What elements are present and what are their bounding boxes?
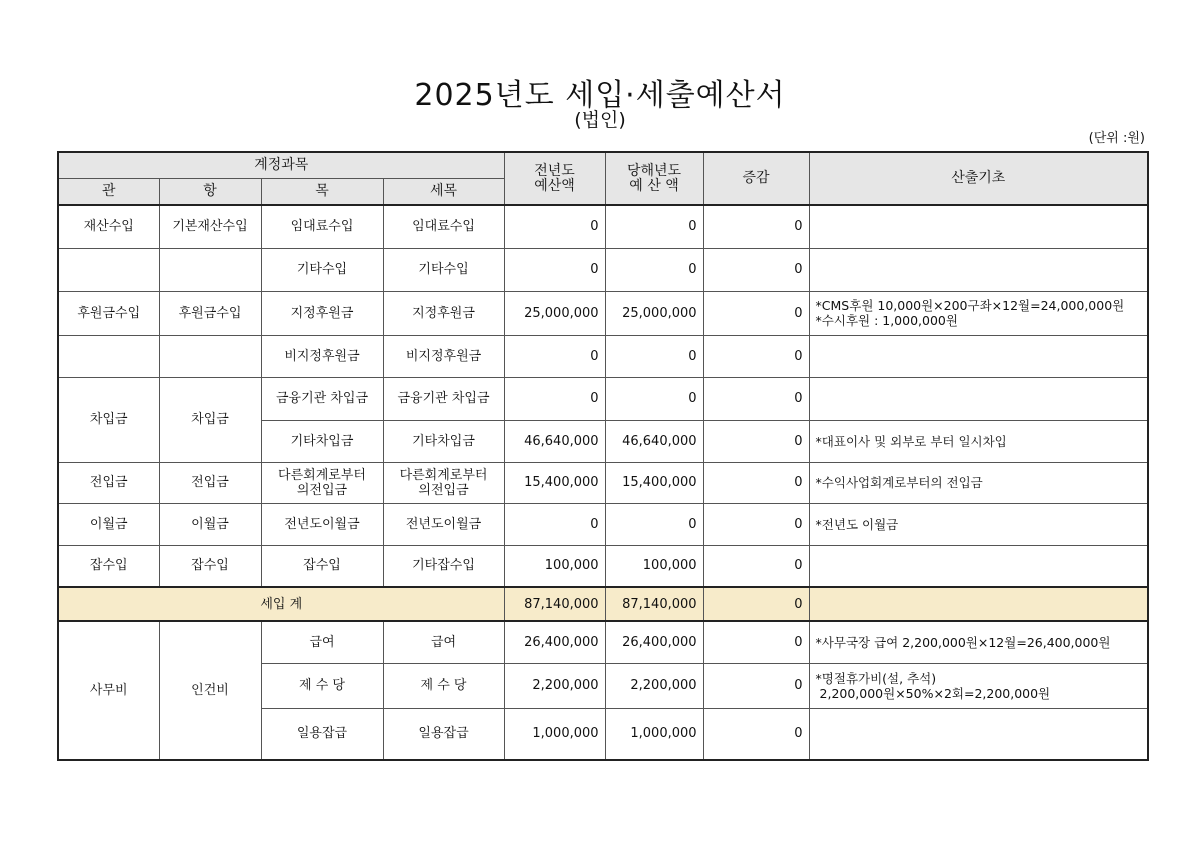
- cell-prev: 2,200,000: [504, 663, 605, 708]
- cell-hang: 이월금: [159, 503, 261, 545]
- cell-prev: 26,400,000: [504, 621, 605, 663]
- cell-diff: 0: [703, 545, 809, 587]
- table-row: [58, 291, 1148, 335]
- cell-prev: 0: [504, 377, 605, 420]
- mok-line: 의전입금: [296, 482, 348, 498]
- cell-prev: 1,000,000: [504, 708, 605, 760]
- table-row: [58, 503, 1148, 545]
- mok-line: 다른회계로부터: [278, 467, 366, 483]
- header-prev-budget: [504, 152, 605, 205]
- cell-prev: 25,000,000: [504, 291, 605, 335]
- cell-diff: 0: [703, 377, 809, 420]
- cell-curr: 15,400,000: [605, 462, 703, 503]
- cell-gwan: 재산수입: [58, 205, 159, 248]
- total-row: [58, 587, 1148, 621]
- cell-basis: *사무국장 급여 2,200,000원×12월=26,400,000원: [809, 621, 1148, 663]
- cell-diff: 0: [703, 621, 809, 663]
- header-hang: 항: [159, 179, 261, 206]
- header-semok: 세목: [383, 179, 504, 206]
- cell-curr: 0: [605, 377, 703, 420]
- cell-semok: 지정후원금: [383, 291, 504, 335]
- cell-gwan: [58, 248, 159, 291]
- cell-hang: 기본재산수입: [159, 205, 261, 248]
- cell-gwan: 사무비: [58, 621, 159, 760]
- header-diff: 증감: [703, 152, 809, 205]
- cell-prev: 15,400,000: [504, 462, 605, 503]
- total-curr: 87,140,000: [605, 587, 703, 621]
- cell-hang: [159, 335, 261, 377]
- cell-gwan: 전입금: [58, 462, 159, 503]
- cell-diff: 0: [703, 335, 809, 377]
- cell-semok: 일용잡급: [383, 708, 504, 760]
- header-prev-line2: 예산액: [534, 177, 575, 194]
- table-row: [58, 205, 1148, 248]
- cell-mok: 전년도이월금: [261, 503, 383, 545]
- cell-gwan: 이월금: [58, 503, 159, 545]
- cell-basis: [809, 545, 1148, 587]
- cell-curr: 2,200,000: [605, 663, 703, 708]
- cell-semok: 기타차입금: [383, 420, 504, 462]
- cell-semok: 기타수입: [383, 248, 504, 291]
- basis-line: *수시후원 : 1,000,000원: [815, 313, 958, 328]
- cell-diff: 0: [703, 420, 809, 462]
- cell-gwan: 차입금: [58, 377, 159, 462]
- semok-line: 의전입금: [418, 482, 469, 498]
- table-row: [58, 621, 1148, 663]
- cell-mok: [261, 462, 383, 503]
- cell-mok: 비지정후원금: [261, 335, 383, 377]
- page-subtitle: (법인): [574, 109, 626, 131]
- table-row: [58, 335, 1148, 377]
- cell-mok: 기타차입금: [261, 420, 383, 462]
- cell-hang: 전입금: [159, 462, 261, 503]
- cell-mok: 지정후원금: [261, 291, 383, 335]
- cell-basis: *대표이사 및 외부로 부터 일시차입: [809, 420, 1148, 462]
- cell-semok: 임대료수입: [383, 205, 504, 248]
- cell-diff: 0: [703, 291, 809, 335]
- cell-curr: 0: [605, 205, 703, 248]
- cell-prev: 0: [504, 248, 605, 291]
- cell-hang: 잡수입: [159, 545, 261, 587]
- cell-curr: 46,640,000: [605, 420, 703, 462]
- cell-diff: 0: [703, 503, 809, 545]
- cell-basis: *전년도 이월금: [809, 503, 1148, 545]
- cell-hang: [159, 248, 261, 291]
- cell-semok: 전년도이월금: [383, 503, 504, 545]
- cell-semok: 기타잡수입: [383, 545, 504, 587]
- cell-basis: [809, 291, 1148, 335]
- cell-diff: 0: [703, 708, 809, 760]
- table-row: [58, 462, 1148, 503]
- header-gwan: 관: [58, 179, 159, 206]
- cell-curr: 26,400,000: [605, 621, 703, 663]
- cell-basis: [809, 205, 1148, 248]
- total-basis: [809, 587, 1148, 621]
- budget-table: [57, 151, 1149, 761]
- total-label: 세입 계: [58, 587, 504, 621]
- cell-semok: 비지정후원금: [383, 335, 504, 377]
- cell-basis: [809, 663, 1148, 708]
- table-row: [58, 545, 1148, 587]
- basis-line: 2,200,000원×50%×2회=2,200,000원: [815, 685, 1051, 701]
- header-prev-line1: 전년도: [534, 162, 575, 179]
- cell-diff: 0: [703, 462, 809, 503]
- unit-label: (단위 :원): [1088, 131, 1145, 146]
- basis-line: *명절휴가비(설, 추석): [815, 670, 937, 686]
- cell-semok: 제 수 당: [383, 663, 504, 708]
- cell-mok: 제 수 당: [261, 663, 383, 708]
- cell-curr: 100,000: [605, 545, 703, 587]
- cell-prev: 100,000: [504, 545, 605, 587]
- table-row: [58, 248, 1148, 291]
- cell-basis: *수익사업회계로부터의 전입금: [809, 462, 1148, 503]
- page-title: 2025년도 세입·세출예산서: [414, 78, 786, 113]
- cell-curr: 0: [605, 248, 703, 291]
- cell-prev: 0: [504, 335, 605, 377]
- cell-basis: [809, 708, 1148, 760]
- cell-curr: 1,000,000: [605, 708, 703, 760]
- cell-hang: 인건비: [159, 621, 261, 760]
- header-curr-budget: [605, 152, 703, 205]
- cell-semok: 금융기관 차입금: [383, 377, 504, 420]
- cell-basis: [809, 335, 1148, 377]
- cell-mok: 급여: [261, 621, 383, 663]
- cell-diff: 0: [703, 663, 809, 708]
- cell-diff: 0: [703, 205, 809, 248]
- cell-basis: [809, 377, 1148, 420]
- header-account: 계정과목: [58, 152, 504, 179]
- cell-semok: 급여: [383, 621, 504, 663]
- cell-mok: 기타수입: [261, 248, 383, 291]
- cell-curr: 0: [605, 503, 703, 545]
- total-diff: 0: [703, 587, 809, 621]
- header-mok: 목: [261, 179, 383, 206]
- total-prev: 87,140,000: [504, 587, 605, 621]
- header-basis: 산출기초: [809, 152, 1148, 205]
- cell-hang: 후원금수입: [159, 291, 261, 335]
- header-curr-line1: 당해년도: [626, 162, 682, 179]
- cell-mok: 임대료수입: [261, 205, 383, 248]
- cell-gwan: 후원금수입: [58, 291, 159, 335]
- cell-diff: 0: [703, 248, 809, 291]
- cell-mok: 일용잡급: [261, 708, 383, 760]
- cell-hang: 차입금: [159, 377, 261, 462]
- cell-prev: 0: [504, 503, 605, 545]
- cell-curr: 0: [605, 335, 703, 377]
- cell-prev: 0: [504, 205, 605, 248]
- cell-gwan: 잡수입: [58, 545, 159, 587]
- cell-mok: 금융기관 차입금: [261, 377, 383, 420]
- cell-curr: 25,000,000: [605, 291, 703, 335]
- cell-basis: [809, 248, 1148, 291]
- cell-gwan: [58, 335, 159, 377]
- table-header: [58, 152, 1148, 205]
- cell-mok: 잡수입: [261, 545, 383, 587]
- semok-line: 다른회계로부터: [399, 467, 488, 483]
- cell-prev: 46,640,000: [504, 420, 605, 462]
- table-row: [58, 377, 1148, 420]
- cell-semok: [383, 462, 504, 503]
- header-curr-line2: 예 산 액: [629, 177, 679, 194]
- basis-line: *CMS후원 10,000원×200구좌×12월=24,000,000원: [815, 298, 1125, 313]
